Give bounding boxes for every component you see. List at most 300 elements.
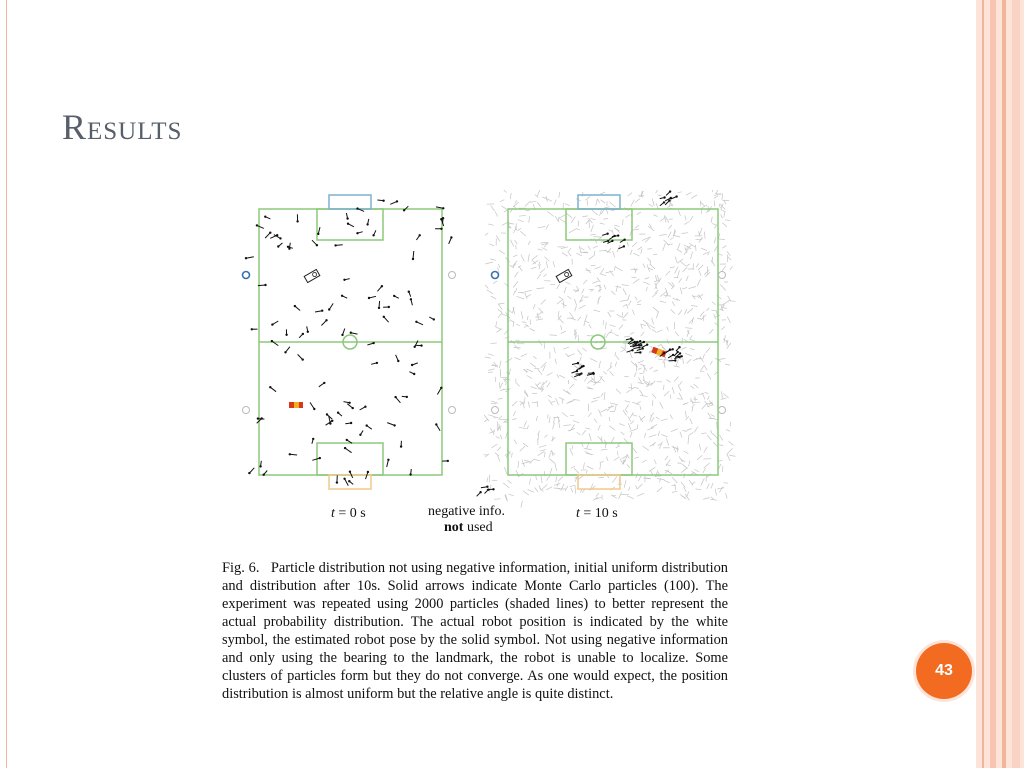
- shaded-particle: [548, 414, 549, 418]
- shaded-particle: [559, 215, 565, 219]
- shaded-particle: [555, 463, 557, 470]
- shaded-particle: [627, 242, 628, 246]
- shaded-particle: [661, 434, 667, 437]
- shaded-particle: [596, 199, 598, 206]
- particle-arrow-icon: [372, 230, 375, 236]
- shaded-particle: [718, 358, 725, 359]
- shaded-particle: [525, 293, 527, 298]
- shaded-particle: [548, 395, 552, 398]
- shaded-particle: [664, 480, 670, 483]
- shaded-particle: [632, 277, 637, 278]
- shaded-particle: [584, 449, 592, 450]
- shaded-particle: [530, 320, 531, 325]
- shaded-particle: [721, 215, 723, 219]
- top-goal: [329, 195, 371, 209]
- particle-arrow-icon: [343, 279, 349, 281]
- shaded-particle: [540, 489, 544, 492]
- shaded-particle: [570, 312, 574, 318]
- shaded-particle: [566, 401, 572, 403]
- particle-arrow-icon: [412, 251, 414, 260]
- shaded-particle: [672, 491, 677, 492]
- label-not: not: [444, 520, 464, 535]
- shaded-particle: [568, 253, 571, 256]
- shaded-particle: [625, 401, 631, 403]
- shaded-particle: [579, 246, 581, 254]
- shaded-particle: [711, 414, 715, 416]
- shaded-particle: [515, 358, 521, 360]
- shaded-particle: [488, 354, 494, 356]
- shaded-particle: [528, 254, 529, 262]
- particle-arrow-icon: [378, 301, 380, 309]
- shaded-particle: [714, 201, 715, 207]
- shaded-particle: [559, 297, 563, 300]
- shaded-particle: [659, 235, 666, 236]
- shaded-particle: [711, 483, 713, 489]
- shaded-particle: [598, 425, 600, 431]
- shaded-particle: [556, 476, 557, 482]
- shaded-particle: [500, 361, 502, 368]
- shaded-particle: [610, 325, 616, 327]
- shaded-particle: [722, 193, 723, 199]
- shaded-particle: [498, 313, 502, 318]
- shaded-particle: [488, 415, 495, 417]
- shaded-particle: [670, 267, 675, 268]
- shaded-particle: [536, 319, 543, 320]
- particle-arrow-icon: [394, 396, 400, 403]
- particle-arrow-icon: [666, 190, 671, 195]
- shaded-particle: [657, 312, 659, 318]
- shaded-particle: [518, 220, 524, 222]
- particle-arrow-icon: [609, 235, 616, 240]
- shaded-particle: [691, 252, 693, 260]
- shaded-particle: [636, 485, 638, 489]
- shaded-particle: [613, 251, 615, 257]
- shaded-particle: [716, 310, 717, 315]
- shaded-particle: [609, 417, 610, 421]
- shaded-particle: [498, 264, 499, 268]
- shaded-particle: [498, 304, 502, 310]
- shaded-particle: [554, 488, 560, 489]
- shaded-particle: [582, 430, 586, 435]
- shaded-particle: [590, 358, 597, 361]
- shaded-particle: [557, 375, 559, 379]
- shaded-particle: [643, 282, 650, 285]
- particle-arrow-icon: [409, 372, 415, 376]
- shaded-particle: [578, 317, 581, 321]
- shaded-particle: [725, 220, 731, 221]
- shaded-particle: [508, 480, 512, 483]
- shaded-particle: [586, 470, 587, 474]
- shaded-particle: [588, 246, 591, 250]
- shaded-particle: [546, 225, 549, 230]
- figure-caption: [222, 559, 728, 703]
- shaded-particle: [728, 257, 731, 260]
- shaded-particle: [498, 456, 500, 462]
- shaded-particle: [563, 301, 564, 308]
- shaded-particle: [496, 436, 500, 438]
- shaded-particle: [675, 331, 679, 336]
- particle-arrow-icon: [315, 310, 323, 313]
- shaded-particle: [513, 281, 518, 287]
- shaded-particle: [569, 384, 574, 389]
- shaded-particle: [643, 264, 645, 268]
- shaded-particle: [652, 329, 656, 332]
- shaded-particle: [520, 231, 526, 236]
- shaded-particle: [694, 384, 699, 388]
- shaded-particle: [539, 262, 540, 266]
- shaded-particle: [585, 321, 590, 323]
- shaded-particle: [651, 413, 654, 417]
- shaded-particle: [668, 225, 671, 229]
- shaded-particle: [500, 383, 503, 389]
- shaded-particle: [531, 267, 536, 269]
- shaded-particle: [623, 312, 628, 318]
- shaded-particle: [606, 457, 608, 461]
- shaded-particle: [494, 429, 495, 435]
- shaded-particle: [544, 452, 545, 457]
- shaded-particle: [566, 213, 572, 218]
- shaded-particle: [510, 193, 511, 199]
- shaded-particle: [690, 336, 693, 340]
- shaded-particle: [540, 450, 546, 452]
- shaded-particle: [649, 367, 653, 370]
- shaded-particle: [541, 243, 548, 245]
- shaded-particle: [604, 285, 606, 289]
- shaded-particle: [640, 390, 644, 395]
- shaded-particle: [603, 219, 608, 220]
- label-used: used: [463, 520, 493, 535]
- shaded-particle: [593, 281, 599, 283]
- shaded-particle: [621, 350, 625, 352]
- shaded-particle: [487, 477, 488, 482]
- shaded-particle: [555, 359, 556, 365]
- shaded-particle: [712, 190, 713, 192]
- particle-arrow-icon: [626, 337, 632, 339]
- shaded-particle: [503, 379, 510, 380]
- shaded-particle: [491, 403, 497, 404]
- shaded-particle: [681, 482, 685, 488]
- shaded-particle: [656, 190, 659, 193]
- shaded-particle: [635, 225, 639, 228]
- shaded-particle: [541, 362, 547, 368]
- shaded-particle: [584, 320, 586, 326]
- shaded-particle: [606, 333, 609, 338]
- shaded-particle: [651, 424, 657, 427]
- label-t10: [576, 506, 618, 521]
- shaded-particle: [565, 486, 568, 491]
- shaded-particle: [705, 232, 706, 239]
- shaded-particle: [558, 311, 559, 318]
- shaded-particle: [627, 390, 631, 393]
- landmark-icon: [719, 272, 726, 279]
- particle-arrow-icon: [343, 478, 348, 486]
- particle-arrow-icon: [248, 468, 254, 475]
- particle-arrow-icon: [294, 305, 300, 311]
- shaded-particle: [623, 219, 624, 225]
- particle-arrow-icon: [442, 460, 449, 462]
- shaded-particle: [571, 466, 575, 468]
- shaded-particle: [714, 372, 717, 375]
- shaded-particle: [677, 249, 682, 252]
- shaded-particle: [549, 453, 551, 458]
- shaded-particle: [557, 299, 563, 304]
- shaded-particle: [490, 244, 495, 246]
- shaded-particle: [615, 286, 621, 287]
- shaded-particle: [600, 210, 602, 216]
- shaded-particle: [627, 464, 630, 468]
- shaded-particle: [527, 316, 528, 320]
- particle-arrow-icon: [298, 354, 304, 360]
- shaded-particle: [729, 455, 735, 456]
- shaded-particle: [683, 267, 688, 272]
- shaded-particle: [594, 251, 595, 255]
- caption-text: Particle distribution not using negative information, initial uniform distribution and distribution after 10s. Solid arrows indicate Monte Carlo particles (100). The experiment was repeated using 2000 particles (shaded lines) to better represent the actual probability distribution. The actual robot position is indicated by the white symbol, the estimated robot pose by the solid symbol. Not using negative information and only using the bearing to the landmark, the robot is unable to localize. Some clusters of particles form but they do not converge. As one would expect, the position distribution is almost uniform but the relative angle is quite distinct.: [222, 560, 728, 702]
- particle-arrow-icon: [285, 329, 287, 336]
- shaded-particle: [722, 223, 727, 227]
- shaded-particle: [533, 304, 535, 309]
- shaded-particle: [562, 413, 568, 417]
- shaded-particle: [573, 421, 579, 423]
- shaded-particle: [728, 441, 733, 445]
- shaded-particle: [692, 295, 695, 299]
- particle-arrow-icon: [409, 469, 411, 476]
- shaded-particle: [558, 476, 563, 481]
- shaded-particle: [707, 435, 712, 440]
- shaded-particle: [654, 460, 656, 465]
- label-not-used: [444, 520, 493, 535]
- shaded-particle: [574, 299, 576, 305]
- particle-arrow-icon: [400, 441, 402, 448]
- particle-arrow-icon: [477, 491, 482, 496]
- shaded-particle: [593, 246, 598, 248]
- shaded-particle: [637, 424, 638, 428]
- shaded-particle: [648, 258, 651, 262]
- shaded-particle: [600, 463, 601, 470]
- shaded-particle: [514, 291, 515, 295]
- left-field: [259, 195, 442, 489]
- shaded-particle: [547, 373, 553, 376]
- shaded-particle: [713, 442, 717, 446]
- shaded-particle: [515, 272, 519, 278]
- shaded-particle: [538, 227, 546, 228]
- landmark-icon: [449, 407, 456, 414]
- shaded-particle: [637, 212, 641, 215]
- shaded-particle: [630, 250, 632, 255]
- shaded-particle: [554, 417, 555, 423]
- shaded-particle: [485, 357, 491, 358]
- shaded-particle: [655, 275, 656, 280]
- shaded-particle: [554, 347, 555, 353]
- shaded-particle: [686, 264, 690, 266]
- shaded-particle: [488, 369, 494, 371]
- shaded-particle: [538, 369, 543, 374]
- particle-arrow-icon: [408, 291, 411, 297]
- shaded-particle: [652, 318, 654, 325]
- shaded-particle: [699, 444, 701, 450]
- shaded-particle: [553, 261, 555, 267]
- shaded-particle: [506, 381, 507, 385]
- shaded-particle: [537, 202, 540, 207]
- shaded-particle: [545, 435, 548, 438]
- shaded-particle: [714, 196, 718, 199]
- shaded-particle: [503, 483, 509, 488]
- shaded-particle: [533, 459, 540, 461]
- shaded-particle: [690, 216, 693, 221]
- shaded-particle: [630, 332, 634, 334]
- shaded-particle: [656, 417, 660, 420]
- shaded-particle: [720, 285, 725, 291]
- particle-arrow-icon: [348, 480, 353, 484]
- particle-arrow-icon: [259, 461, 261, 468]
- shaded-particle: [593, 397, 601, 399]
- shaded-particle: [640, 406, 641, 410]
- shaded-particle: [569, 229, 576, 233]
- shaded-particle: [702, 205, 707, 207]
- shaded-particle: [610, 426, 616, 431]
- shaded-particle: [552, 436, 553, 441]
- shaded-particle: [702, 404, 707, 409]
- shaded-particle: [542, 484, 548, 489]
- shaded-particle: [607, 366, 612, 370]
- shaded-particle: [689, 480, 693, 486]
- shaded-particle: [524, 421, 526, 427]
- shaded-particle: [498, 309, 502, 312]
- shaded-particle: [690, 339, 695, 341]
- shaded-particle: [496, 236, 500, 242]
- shaded-particle: [687, 429, 692, 431]
- shaded-particle: [649, 204, 653, 206]
- shaded-particle: [666, 438, 668, 445]
- shaded-particle: [633, 448, 637, 453]
- shaded-particle: [551, 402, 555, 403]
- shaded-particle: [683, 358, 684, 364]
- shaded-particle: [553, 423, 555, 429]
- shaded-particle: [537, 274, 541, 279]
- shaded-particle: [600, 462, 604, 463]
- shaded-particle: [501, 435, 503, 440]
- shaded-particle: [591, 225, 594, 232]
- actual-robot-icon: [556, 269, 572, 282]
- shaded-particle: [590, 218, 595, 220]
- shaded-particle: [614, 266, 615, 271]
- shaded-particle: [538, 451, 545, 455]
- shaded-particle: [690, 386, 694, 389]
- shaded-particle: [505, 378, 506, 382]
- shaded-particle: [530, 363, 536, 368]
- shaded-particle: [704, 365, 707, 370]
- left-border-line: [6, 0, 7, 768]
- shaded-particle: [531, 387, 537, 389]
- shaded-particle: [550, 335, 557, 336]
- shaded-particle: [518, 461, 519, 468]
- shaded-particle: [714, 246, 717, 251]
- shaded-particle: [631, 383, 632, 390]
- shaded-particle: [640, 395, 648, 397]
- shaded-particle: [643, 478, 651, 479]
- shaded-particle: [559, 375, 565, 378]
- shaded-particle: [716, 190, 719, 193]
- shaded-particle: [562, 253, 568, 257]
- particle-distribution-figure: [226, 190, 736, 540]
- shaded-particle: [671, 309, 675, 313]
- shaded-particle: [679, 381, 682, 385]
- shaded-particle: [677, 270, 679, 277]
- particle-arrow-icon: [383, 316, 389, 323]
- particle-arrow-icon: [277, 243, 282, 248]
- shaded-particle: [704, 447, 708, 453]
- shaded-particle: [621, 432, 625, 435]
- shaded-particle: [728, 296, 731, 301]
- shaded-particle: [724, 335, 726, 342]
- shaded-particle: [664, 295, 671, 296]
- shaded-particle: [717, 422, 718, 430]
- shaded-particle: [589, 220, 590, 228]
- shaded-particle: [642, 460, 646, 462]
- particle-arrow-icon: [366, 219, 368, 226]
- shaded-particle: [652, 293, 657, 297]
- shaded-particle: [708, 413, 712, 419]
- shaded-particle: [677, 399, 683, 400]
- shaded-particle: [528, 241, 530, 245]
- particle-arrow-icon: [416, 234, 421, 240]
- particle-arrow-icon: [642, 344, 649, 348]
- shaded-particle: [601, 437, 602, 443]
- shaded-particle: [714, 238, 715, 244]
- shaded-particle: [672, 477, 677, 483]
- shaded-particle: [714, 314, 716, 319]
- shaded-particle: [708, 251, 710, 255]
- particle-arrow-icon: [410, 298, 413, 305]
- shaded-particle: [521, 311, 523, 319]
- shaded-particle: [579, 305, 585, 308]
- shaded-particle: [599, 361, 601, 368]
- shaded-particle: [657, 330, 663, 333]
- shaded-particle: [664, 215, 666, 222]
- shaded-particle: [678, 192, 682, 193]
- shaded-particle: [630, 432, 632, 438]
- shaded-particle: [666, 271, 670, 276]
- shaded-particle: [670, 395, 671, 399]
- shaded-particle: [640, 364, 646, 366]
- particle-arrow-icon: [284, 347, 290, 354]
- shaded-particle: [728, 301, 735, 302]
- shaded-particle: [568, 248, 571, 252]
- bottom-goal: [578, 475, 620, 489]
- shaded-particle: [510, 240, 513, 247]
- shaded-particle: [584, 377, 587, 382]
- shaded-particle: [491, 401, 498, 403]
- shaded-particle: [724, 211, 725, 217]
- shaded-particle: [525, 290, 532, 291]
- shaded-particle: [538, 249, 543, 250]
- particle-arrow-icon: [341, 295, 347, 299]
- shaded-particle: [592, 210, 598, 215]
- landmark-icon: [243, 272, 250, 279]
- particle-arrow-icon: [415, 321, 423, 325]
- shaded-particle: [490, 259, 496, 260]
- shaded-particle: [603, 372, 606, 375]
- shaded-particle: [722, 391, 723, 398]
- shaded-particle: [610, 202, 616, 207]
- shaded-particle: [637, 493, 644, 496]
- shaded-particle: [522, 322, 527, 323]
- shaded-particle: [498, 399, 503, 400]
- shaded-particle: [512, 419, 516, 420]
- shaded-particle: [560, 219, 566, 222]
- shaded-particle: [649, 435, 657, 438]
- shaded-particle: [726, 430, 730, 432]
- shaded-particle: [582, 216, 588, 217]
